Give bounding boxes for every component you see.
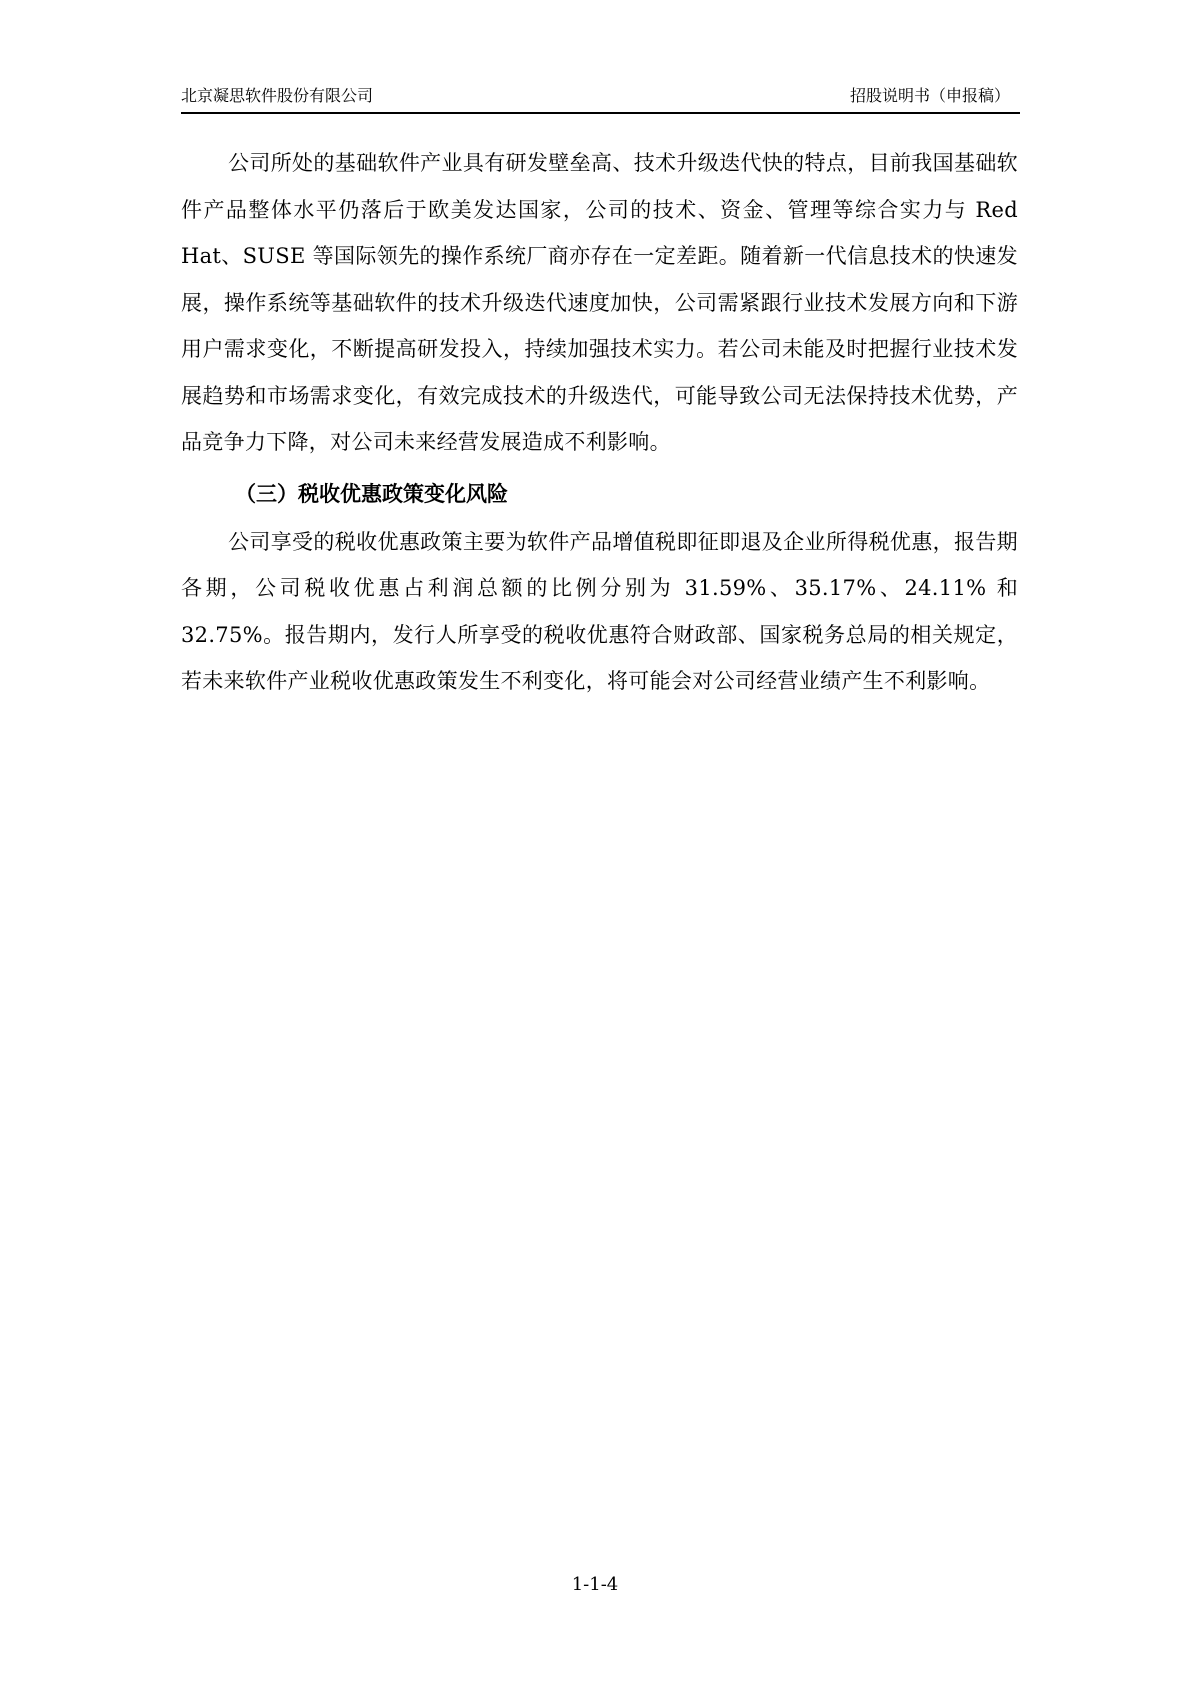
page-body — [181, 140, 1018, 705]
header-document-type: 招股说明书（申报稿） — [849, 86, 1010, 105]
body-paragraph-tax-policy-risk: 公司享受的税收优惠政策主要为软件产品增值税即征即退及企业所得税优惠，报告期各期，公司税收优惠占利润总额的比例分别为 31.59%、35.17%、24.11% 和 32.75%。报告期内，发行人所享受的税收优惠符合财政部、国家税务总局的相关规定，若未来软件产业税收优惠政策发生不利变化，将可能会对公司经营业绩产生不利影响。 — [181, 529, 1018, 693]
section-heading-tax-policy-risk: （三）税收优惠政策变化风险 — [235, 481, 508, 506]
page-header — [181, 86, 1020, 114]
body-paragraph-technology-risk: 公司所处的基础软件产业具有研发壁垒高、技术升级迭代快的特点，目前我国基础软件产品整体水平仍落后于欧美发达国家，公司的技术、资金、管理等综合实力与 Red Hat、SUSE 等国际领先的操作系统厂商亦存在一定差距。随着新一代信息技术的快速发展，操作系统等基础软件的技术升级迭代速度加快，公司需紧跟行业技术发展方向和下游用户需求变化，不断提高研发投入，持续加强技术实力。若公司未能及时把握行业技术发展趋势和市场需求变化，有效完成技术的升级迭代，可能导致公司无法保持技术优势，产品竞争力下降，对公司未来经营发展造成不利影响。 — [181, 151, 1018, 454]
header-company-name: 北京凝思软件股份有限公司 — [181, 86, 374, 105]
page-number: 1-1-4 — [571, 1574, 619, 1595]
